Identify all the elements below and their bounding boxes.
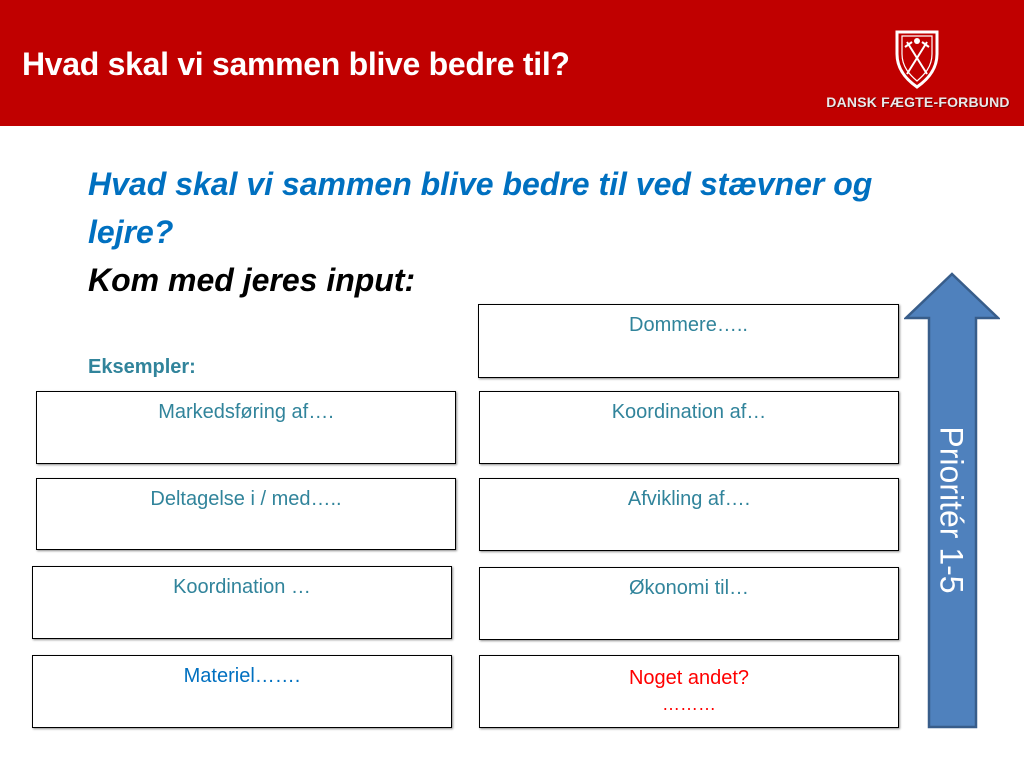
example-box-afvikling [479, 478, 899, 551]
header-banner [0, 0, 1024, 126]
example-box-label: Deltagelse i / med….. [150, 488, 342, 510]
example-box-deltagelse [36, 478, 456, 550]
example-box-dommere [478, 304, 899, 378]
example-box-noget-andet [479, 655, 899, 728]
example-box-materiel [32, 655, 452, 728]
logo-wordmark: DANSK FÆGTE-FORBUND [826, 94, 1010, 110]
example-box-label: Markedsføring af…. [158, 401, 334, 423]
example-box-koordination [32, 566, 452, 639]
example-box-label: Noget andet? [628, 667, 750, 689]
example-box-placeholder: ……… [662, 694, 716, 714]
question-line-2: lejre? [88, 214, 174, 250]
example-box-label: Materiel……. [183, 665, 301, 687]
example-box-markedsfoering [36, 391, 456, 464]
fencing-federation-logo-icon [893, 28, 941, 90]
examples-label: Eksempler: [88, 356, 196, 378]
example-box-label: Afvikling af…. [627, 488, 751, 510]
example-box-oekonomi [479, 567, 899, 640]
example-box-label: Økonomi til… [628, 577, 750, 599]
slide-title: Hvad skal vi sammen blive bedre til? [22, 46, 570, 82]
example-box-koordination-af [479, 391, 899, 464]
example-box-label: Dommere….. [629, 314, 748, 336]
example-box-label: Koordination … [173, 576, 311, 598]
priority-label-text: Prioritér 1-5 [933, 426, 970, 594]
example-box-label: Koordination af… [611, 401, 767, 423]
input-prompt: Kom med jeres input: [88, 262, 416, 298]
question-line-1: Hvad skal vi sammen blive bedre til ved stævner og [88, 166, 873, 202]
